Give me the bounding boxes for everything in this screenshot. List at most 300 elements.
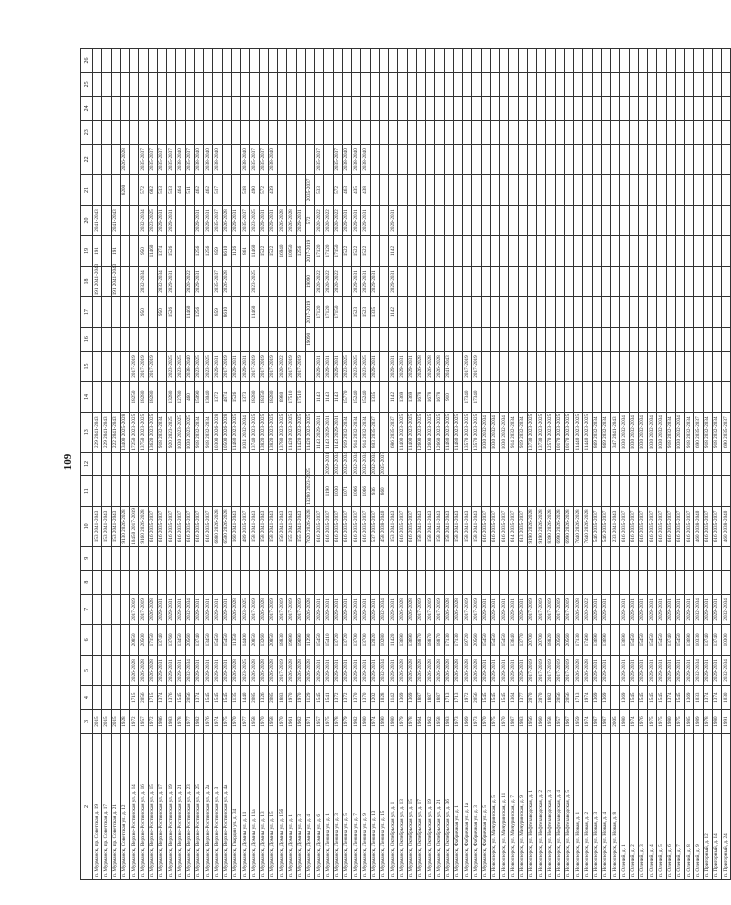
table-cell <box>278 96 287 120</box>
table-cell <box>675 570 684 594</box>
table-cell <box>657 297 666 328</box>
table-cell <box>666 546 675 570</box>
table-cell: 13040 <box>204 382 213 413</box>
table-cell <box>389 96 398 120</box>
table-cell: 1377 <box>518 686 527 710</box>
table-cell: 2035-2037 <box>167 144 176 175</box>
table-cell: 2035-2037 <box>259 144 268 175</box>
table-cell <box>675 144 684 175</box>
table-cell: 13750 2023-2025 <box>139 412 148 452</box>
table-cell <box>666 297 675 328</box>
table-cell <box>463 120 472 144</box>
table-cell <box>537 476 546 507</box>
table-cell: 20560 <box>555 625 564 656</box>
table-cell <box>601 96 610 120</box>
table-cell <box>537 144 546 175</box>
table-cell <box>611 686 620 710</box>
table-cell <box>333 570 342 594</box>
table-cell <box>120 452 129 476</box>
table-cell <box>241 266 250 297</box>
table-cell <box>102 266 111 297</box>
table-cell <box>93 96 102 120</box>
table-cell: 2023-2025 <box>167 351 176 382</box>
table-cell <box>416 570 425 594</box>
table-cell: 513 <box>167 175 176 206</box>
table-cell: 1960 <box>537 710 546 734</box>
table-row <box>342 49 351 880</box>
table-cell: 950 <box>139 297 148 328</box>
table-cell: 1964 <box>416 710 425 734</box>
table-cell <box>287 144 296 175</box>
table-cell <box>241 452 250 476</box>
table-cell: 2035-2037 <box>213 205 222 236</box>
table-cell: 616 2035-2037 <box>398 507 407 547</box>
table-cell <box>611 49 620 73</box>
table-cell <box>333 327 342 351</box>
table-cell <box>592 49 601 73</box>
table-row <box>324 49 333 880</box>
table-cell <box>102 297 111 328</box>
table-cell: 233 2041-2043 <box>611 507 620 547</box>
table-cell <box>518 175 527 206</box>
table-cell: 616 2035-2037 <box>167 507 176 547</box>
table-cell <box>167 72 176 96</box>
table-cell: 10300 <box>722 625 731 656</box>
table-cell: 1989 <box>694 710 703 734</box>
table-cell <box>379 412 388 452</box>
table-cell <box>611 236 620 267</box>
table-cell <box>389 570 398 594</box>
table-cell: 1256 <box>204 236 213 267</box>
table-row <box>722 49 731 880</box>
table-cell <box>231 570 240 594</box>
table-cell <box>657 546 666 570</box>
table-cell: 158 2041-2043 <box>259 507 268 547</box>
table-cell <box>315 120 324 144</box>
table-cell <box>564 327 573 351</box>
table-cell: 1978 <box>703 710 712 734</box>
table-cell: 1957 <box>555 710 564 734</box>
table-cell <box>518 570 527 594</box>
table-cell: 20850 <box>130 625 139 656</box>
table-cell: 1982 <box>352 710 361 734</box>
table-cell <box>416 175 425 206</box>
address-cell: п. Мурманск, Октябрьская ул. д. 1 <box>389 733 398 879</box>
table-cell <box>555 452 564 476</box>
table-cell: 2029-2031 <box>167 655 176 686</box>
table-cell <box>481 175 490 206</box>
table-cell <box>564 120 573 144</box>
table-cell <box>537 49 546 73</box>
table-cell <box>111 144 120 175</box>
table-cell: 2029-2031 <box>629 655 638 686</box>
table-cell <box>453 236 462 267</box>
address-cell: п. Олений, д. 6 <box>666 733 675 879</box>
table-cell <box>250 452 259 476</box>
table-cell <box>481 72 490 96</box>
table-cell <box>666 49 675 73</box>
table-cell <box>601 476 610 507</box>
table-cell: 13770 <box>518 625 527 656</box>
table-cell <box>296 266 305 297</box>
table-cell: 1522 <box>361 236 370 267</box>
table-cell <box>444 49 453 73</box>
address-cell: п. Мурманск, Домны ул. д. 1 <box>287 733 296 879</box>
table-cell <box>712 120 721 144</box>
table-cell <box>611 594 620 625</box>
table-cell <box>352 72 361 96</box>
table-cell: 158 2041-2043 <box>426 507 435 547</box>
table-cell <box>518 120 527 144</box>
table-cell: 13740 <box>703 625 712 656</box>
table-cell: 2032-2034 <box>139 266 148 297</box>
table-cell: 462 <box>194 175 203 206</box>
table-cell <box>176 236 185 267</box>
table-cell <box>398 120 407 144</box>
table-cell <box>102 570 111 594</box>
table-cell: 616 2035-2037 <box>194 507 203 547</box>
table-cell <box>601 297 610 328</box>
table-cell: 2029-2031 <box>157 655 166 686</box>
table-cell <box>407 327 416 351</box>
table-cell: 1545 <box>675 686 684 710</box>
table-cell <box>490 351 499 382</box>
table-cell <box>648 266 657 297</box>
table-cell: 1970 <box>287 686 296 710</box>
table-cell <box>675 327 684 351</box>
table-cell <box>305 382 314 413</box>
table-cell <box>453 205 462 236</box>
table-cell: 2029-2031 <box>361 205 370 236</box>
address-cell: п. Мурманск, Верхне-Ростинская ул. д. 19 <box>167 733 176 879</box>
table-cell: 13450 <box>176 625 185 656</box>
table-cell <box>231 49 240 73</box>
table-row <box>527 49 536 880</box>
table-cell: 1541 <box>324 686 333 710</box>
table-row <box>139 49 148 880</box>
table-cell <box>250 327 259 351</box>
table-cell: 2029-2031 <box>509 594 518 625</box>
table-cell <box>601 351 610 382</box>
table-cell <box>722 72 731 96</box>
table-cell <box>574 297 583 328</box>
table-cell: 1030 2032-2034 <box>657 412 666 452</box>
table-cell <box>148 570 157 594</box>
table-row <box>379 49 388 880</box>
table-cell <box>435 546 444 570</box>
table-cell: 1028 <box>379 686 388 710</box>
table-cell: 914 2032-2034 <box>361 412 370 452</box>
table-cell: 1129 <box>305 686 314 710</box>
table-cell: 1986 <box>157 710 166 734</box>
table-cell <box>537 236 546 267</box>
table-cell: 11290 <box>305 625 314 656</box>
table-cell <box>268 452 277 476</box>
table-cell <box>287 49 296 73</box>
table-cell <box>379 297 388 328</box>
address-cell: п. Новоозерск, ул. Новая, д. 1 <box>574 733 583 879</box>
table-cell <box>93 476 102 507</box>
table-cell: 1440 <box>241 686 250 710</box>
table-cell: 2029-2031 <box>370 351 379 382</box>
table-cell <box>407 570 416 594</box>
table-cell <box>629 382 638 413</box>
table-cell: 13780 2023-2025 <box>278 412 287 452</box>
table-cell <box>546 144 555 175</box>
table-cell: 15450 <box>490 625 499 656</box>
table-cell <box>194 72 203 96</box>
table-cell <box>657 205 666 236</box>
table-cell: 20560 <box>472 625 481 656</box>
table-cell <box>481 266 490 297</box>
table-cell <box>685 175 694 206</box>
table-cell <box>463 72 472 96</box>
table-cell <box>120 655 129 686</box>
table-cell <box>472 327 481 351</box>
table-cell: 20700 <box>527 625 536 656</box>
table-row <box>537 49 546 880</box>
table-cell <box>231 266 240 297</box>
table-cell: 869 2032-2034 <box>601 412 610 452</box>
table-cell: 1256 <box>194 236 203 267</box>
table-cell: 1256 <box>194 297 203 328</box>
table-cell <box>611 655 620 686</box>
table-cell <box>722 144 731 175</box>
table-cell <box>583 49 592 73</box>
table-cell <box>287 175 296 206</box>
table-cell <box>352 546 361 570</box>
table-cell <box>305 49 314 73</box>
table-cell: 2026-2028 <box>426 351 435 382</box>
table-cell <box>722 175 731 206</box>
table-cell <box>472 266 481 297</box>
table-cell: 1978 <box>407 710 416 734</box>
table-cell <box>546 236 555 267</box>
table-cell <box>592 452 601 476</box>
table-cell: 2029-2031 <box>324 594 333 625</box>
table-cell: 2029-2031 <box>167 205 176 236</box>
table-cell: 1975 <box>657 710 666 734</box>
table-cell <box>102 655 111 686</box>
table-cell: 1713 <box>453 686 462 710</box>
table-cell: 13690 <box>601 625 610 656</box>
table-cell <box>500 49 509 73</box>
table-cell <box>93 144 102 175</box>
table-cell <box>102 686 111 710</box>
table-cell <box>222 49 231 73</box>
table-cell <box>204 452 213 476</box>
table-cell <box>555 205 564 236</box>
table-cell: 2029-2031 <box>333 351 342 382</box>
table-cell <box>213 546 222 570</box>
table-cell: 2026-2028 <box>268 655 277 686</box>
table-cell <box>648 96 657 120</box>
table-cell <box>157 382 166 413</box>
table-cell <box>620 205 629 236</box>
table-cell: 13400 2025-2028 <box>120 412 129 452</box>
table-cell: 1990 <box>379 710 388 734</box>
table-cell <box>518 476 527 507</box>
table-cell: 13700 <box>361 625 370 656</box>
table-cell: 2032-2034 <box>185 594 194 625</box>
table-cell <box>666 570 675 594</box>
table-cell: 6880 2026-2028 <box>213 507 222 547</box>
table-cell: 14400 <box>241 625 250 656</box>
table-cell: 2029-2031 <box>167 266 176 297</box>
address-cell: п. Мурманск, Ленина ул. д. 3 <box>333 733 342 879</box>
table-row <box>712 49 721 880</box>
table-cell: 10170 2023-2025 <box>564 412 573 452</box>
table-cell: 1030 2032-2034 <box>675 412 684 452</box>
table-cell: 1975 <box>648 710 657 734</box>
table-cell <box>648 236 657 267</box>
table-cell: 2038-2040 <box>241 144 250 175</box>
table-cell: 2029-2031 <box>370 655 379 686</box>
table-cell <box>712 546 721 570</box>
table-cell <box>120 297 129 328</box>
table-cell <box>712 327 721 351</box>
table-cell: 2029-2031 <box>194 594 203 625</box>
table-cell <box>527 266 536 297</box>
table-cell <box>574 49 583 73</box>
table-cell <box>564 49 573 73</box>
table-cell: 2029-2031 <box>352 266 361 297</box>
table-cell <box>278 297 287 328</box>
table-cell <box>185 236 194 267</box>
table-cell <box>648 546 657 570</box>
table-cell: 2029-2031 <box>157 594 166 625</box>
table-cell <box>296 96 305 120</box>
table-cell <box>509 546 518 570</box>
table-cell <box>537 351 546 382</box>
table-cell <box>509 452 518 476</box>
table-cell: 2023-2025 <box>361 351 370 382</box>
table-cell <box>176 546 185 570</box>
table-cell <box>537 327 546 351</box>
table-cell <box>685 570 694 594</box>
table-cell: 1126 <box>231 236 240 267</box>
table-cell <box>111 297 120 328</box>
table-cell: 616 2035-2037 <box>490 507 499 547</box>
table-cell <box>666 175 675 206</box>
table-cell: 1522 <box>352 236 361 267</box>
table-cell <box>352 570 361 594</box>
table-cell <box>611 625 620 656</box>
table-cell <box>638 266 647 297</box>
table-cell <box>102 452 111 476</box>
table-cell <box>268 120 277 144</box>
table-cell: 2017-2019 <box>296 594 305 625</box>
table-cell <box>555 382 564 413</box>
table-cell <box>342 49 351 73</box>
table-cell <box>463 144 472 175</box>
table-cell: 803 2035-2037 <box>370 412 379 452</box>
table-cell: 616 2035-2037 <box>324 507 333 547</box>
table-cell <box>574 205 583 236</box>
table-cell <box>379 144 388 175</box>
table-cell: 13620 2023-2025 <box>148 412 157 452</box>
table-cell: 13740 <box>194 625 203 656</box>
table-cell <box>574 570 583 594</box>
table-cell <box>259 266 268 297</box>
table-cell <box>712 175 721 206</box>
table-cell <box>611 120 620 144</box>
table-cell: 616 2035-2037 <box>620 507 629 547</box>
table-cell <box>93 686 102 710</box>
table-cell <box>148 476 157 507</box>
table-cell <box>564 297 573 328</box>
table-cell <box>629 266 638 297</box>
table-cell: 2026-2028 <box>305 655 314 686</box>
table-cell: 1256 <box>296 236 305 267</box>
table-cell <box>490 96 499 120</box>
table-cell <box>139 72 148 96</box>
table-cell <box>333 546 342 570</box>
table-cell <box>453 175 462 206</box>
table-cell: 2029-2031 <box>648 594 657 625</box>
table-cell: 2029-2031 <box>620 655 629 686</box>
table-cell <box>592 546 601 570</box>
table-cell: 13260 <box>259 625 268 656</box>
table-cell: 11420 <box>389 625 398 656</box>
table-cell: 2032-2034 <box>722 594 731 625</box>
table-cell <box>490 144 499 175</box>
table-cell: 2026-2028 <box>259 594 268 625</box>
address-cell: п. Мурманск, Верхне-Ростинская ул. д. 3 <box>213 733 222 879</box>
table-cell: 1066 <box>361 476 370 507</box>
table-cell <box>167 546 176 570</box>
table-cell <box>435 297 444 328</box>
address-cell: п. Пригорный, д. 24 <box>722 733 731 879</box>
table-cell <box>509 297 518 328</box>
table-cell <box>592 266 601 297</box>
table-cell <box>481 49 490 73</box>
table-cell: 616 2035-2037 <box>342 507 351 547</box>
table-cell <box>416 266 425 297</box>
table-row <box>463 49 472 880</box>
table-cell: 2029-2031 <box>509 655 518 686</box>
table-cell <box>213 476 222 507</box>
table-cell <box>453 546 462 570</box>
table-cell: 2029-2031 <box>666 655 675 686</box>
table-cell <box>213 49 222 73</box>
table-cell: 2017-2019 <box>546 594 555 625</box>
table-cell <box>555 570 564 594</box>
table-cell <box>222 546 231 570</box>
table-cell <box>592 327 601 351</box>
table-cell <box>722 382 731 413</box>
table-cell <box>130 327 139 351</box>
table-cell <box>435 452 444 476</box>
column-header: 24 <box>81 96 93 120</box>
table-cell <box>379 96 388 120</box>
table-cell: 859 <box>213 236 222 267</box>
table-cell <box>666 266 675 297</box>
table-cell <box>574 351 583 382</box>
table-cell: 15450 <box>638 625 647 656</box>
table-cell <box>463 476 472 507</box>
table-cell: 7640 2026-2028 <box>574 507 583 547</box>
table-cell <box>648 72 657 96</box>
table-cell <box>620 297 629 328</box>
table-cell <box>592 205 601 236</box>
table-cell <box>222 175 231 206</box>
table-cell <box>130 144 139 175</box>
table-cell <box>231 144 240 175</box>
table-cell: 2029-2031 <box>601 594 610 625</box>
table-cell <box>611 351 620 382</box>
table-cell: 1980 <box>361 710 370 734</box>
